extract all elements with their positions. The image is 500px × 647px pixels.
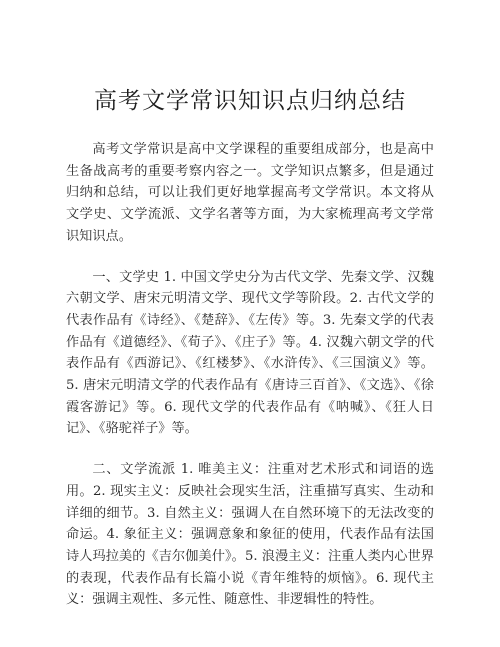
literary-history-paragraph: 一、文学史 1. 中国文学史分为古代文学、先秦文学、汉魏六朝文学、唐宋元明清文学、现代文学等阶段。2. 古代文学的代表作品有《诗经》、《楚辞》、《左传》等。3. 先秦文学的代表作品有《道德经》、《荀子》、《庄子》等。4. 汉魏六朝文学的代表作品有《西游记》、《红楼梦》、《水浒传》、《三国演义》等。5. 唐宋元明清文学的代表作品有《唐诗三百首》、《文选》、《徐霞客游记》等。6. 现代文学的代表作品有《呐喊》、《狂人日记》、《骆驼祥子》等。 (66, 269, 434, 437)
document-title: 高考文学常识知识点归纳总结 (94, 88, 406, 114)
intro-paragraph: 高考文学常识是高中文学课程的重要组成部分，也是高中生备战高考的重要考察内容之一。文学知识点繁多，但是通过归纳和总结，可以让我们更好地掌握高考文学常识。本文将从文学史、文学流派、文学名著等方面，为大家梳理高考文学常识知识点。 (66, 142, 434, 244)
literary-schools-paragraph: 二、文学流派 1. 唯美主义：注重对艺术形式和词语的选用。2. 现实主义：反映社会现实生活，注重描写真实、生动和详细的细节。3. 自然主义：强调人在自然环境下的无法改变的命运。4. 象征主义：强调意象和象征的使用，代表作品有法国诗人玛拉美的《吉尔伽美什》。5. 浪漫主义：注重人类内心世界的表现，代表作品有长篇小说《青年维特的烦恼》。6. 现代主义：强调主观性、多元性、随意性、非逻辑性的特性。 (66, 462, 434, 608)
